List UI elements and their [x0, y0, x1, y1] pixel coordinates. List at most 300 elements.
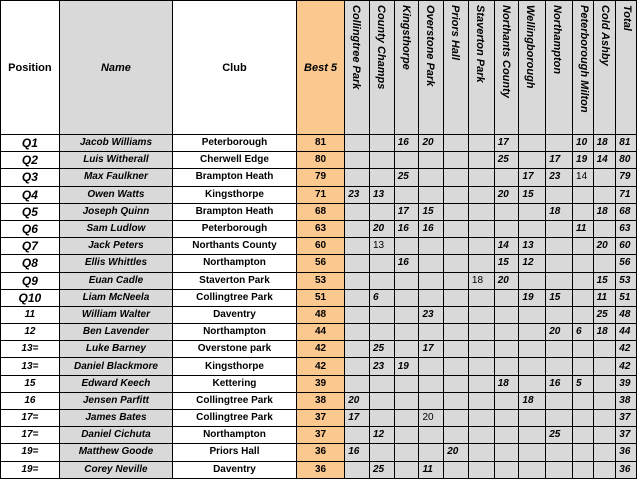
score-cell[interactable]	[345, 220, 370, 237]
name-cell[interactable]: Ellis Whittles	[59, 255, 172, 272]
header-venue[interactable]	[468, 1, 494, 135]
score-cell[interactable]	[546, 461, 573, 478]
name-cell[interactable]: Daniel Blackmore	[59, 358, 172, 375]
score-cell[interactable]	[444, 203, 469, 220]
total-cell[interactable]: 60	[616, 238, 637, 255]
score-cell[interactable]	[419, 169, 444, 186]
total-cell[interactable]: 56	[616, 255, 637, 272]
score-cell[interactable]	[573, 186, 594, 203]
name-cell[interactable]: Matthew Goode	[59, 444, 172, 461]
score-cell[interactable]	[546, 135, 573, 152]
position-cell[interactable]: Q7	[1, 238, 60, 255]
position-cell[interactable]: Q3	[1, 169, 60, 186]
position-cell[interactable]: 12	[1, 324, 60, 341]
score-cell[interactable]: 25	[546, 427, 573, 444]
score-cell[interactable]	[519, 306, 546, 323]
header-venue[interactable]	[593, 1, 616, 135]
score-cell[interactable]	[444, 427, 469, 444]
position-cell[interactable]: Q4	[1, 186, 60, 203]
score-cell[interactable]: 16	[394, 135, 419, 152]
total-cell[interactable]: 44	[616, 324, 637, 341]
name-cell[interactable]: Liam McNeela	[59, 289, 172, 306]
score-cell[interactable]	[468, 358, 494, 375]
score-cell[interactable]: 23	[369, 358, 394, 375]
score-cell[interactable]	[444, 238, 469, 255]
score-cell[interactable]: 20	[345, 392, 370, 409]
score-cell[interactable]	[419, 238, 444, 255]
best5-cell[interactable]: 51	[296, 289, 344, 306]
score-cell[interactable]: 17	[345, 410, 370, 427]
club-cell[interactable]: Peterborough	[173, 220, 297, 237]
score-cell[interactable]	[593, 461, 616, 478]
score-cell[interactable]	[519, 341, 546, 358]
score-cell[interactable]	[494, 444, 519, 461]
score-cell[interactable]	[546, 358, 573, 375]
score-cell[interactable]	[593, 444, 616, 461]
score-cell[interactable]	[573, 427, 594, 444]
score-cell[interactable]	[419, 152, 444, 169]
score-cell[interactable]	[369, 203, 394, 220]
score-cell[interactable]	[345, 203, 370, 220]
score-cell[interactable]: 20	[494, 186, 519, 203]
score-cell[interactable]	[394, 306, 419, 323]
score-cell[interactable]	[394, 238, 419, 255]
header-venue[interactable]	[573, 1, 594, 135]
total-cell[interactable]: 36	[616, 461, 637, 478]
score-cell[interactable]: 16	[394, 220, 419, 237]
score-cell[interactable]: 11	[593, 289, 616, 306]
best5-cell[interactable]: 71	[296, 186, 344, 203]
club-cell[interactable]: Northants County	[173, 238, 297, 255]
score-cell[interactable]	[444, 306, 469, 323]
score-cell[interactable]: 17	[419, 341, 444, 358]
score-cell[interactable]	[394, 427, 419, 444]
score-cell[interactable]	[444, 255, 469, 272]
name-cell[interactable]: Sam Ludlow	[59, 220, 172, 237]
name-cell[interactable]: James Bates	[59, 410, 172, 427]
header-name[interactable]	[59, 1, 172, 135]
score-cell[interactable]: 14	[494, 238, 519, 255]
total-cell[interactable]: 38	[616, 392, 637, 409]
score-cell[interactable]	[369, 375, 394, 392]
score-cell[interactable]: 11	[573, 220, 594, 237]
club-cell[interactable]: Kingsthorpe	[173, 358, 297, 375]
score-cell[interactable]	[444, 461, 469, 478]
score-cell[interactable]: 20	[419, 410, 444, 427]
score-cell[interactable]	[369, 306, 394, 323]
score-cell[interactable]: 11	[419, 461, 444, 478]
score-cell[interactable]: 15	[519, 186, 546, 203]
score-cell[interactable]	[468, 461, 494, 478]
score-cell[interactable]	[593, 358, 616, 375]
best5-cell[interactable]: 53	[296, 272, 344, 289]
position-cell[interactable]: Q2	[1, 152, 60, 169]
score-cell[interactable]	[345, 152, 370, 169]
score-cell[interactable]: 25	[369, 341, 394, 358]
score-cell[interactable]: 20	[593, 238, 616, 255]
position-cell[interactable]: 16	[1, 392, 60, 409]
score-cell[interactable]: 14	[593, 152, 616, 169]
score-cell[interactable]	[345, 427, 370, 444]
score-cell[interactable]: 18	[494, 375, 519, 392]
score-cell[interactable]	[546, 238, 573, 255]
score-cell[interactable]	[519, 375, 546, 392]
position-cell[interactable]: 13=	[1, 341, 60, 358]
score-cell[interactable]	[519, 461, 546, 478]
score-cell[interactable]: 13	[519, 238, 546, 255]
score-cell[interactable]	[444, 392, 469, 409]
score-cell[interactable]	[468, 392, 494, 409]
score-cell[interactable]	[369, 135, 394, 152]
score-cell[interactable]	[468, 289, 494, 306]
club-cell[interactable]: Brampton Heath	[173, 169, 297, 186]
score-cell[interactable]	[369, 444, 394, 461]
score-cell[interactable]: 16	[345, 444, 370, 461]
club-cell[interactable]: Staverton Park	[173, 272, 297, 289]
best5-cell[interactable]: 79	[296, 169, 344, 186]
score-cell[interactable]: 17	[494, 135, 519, 152]
score-cell[interactable]	[593, 255, 616, 272]
position-cell[interactable]: Q8	[1, 255, 60, 272]
best5-cell[interactable]: 80	[296, 152, 344, 169]
score-cell[interactable]: 25	[494, 152, 519, 169]
score-cell[interactable]	[519, 135, 546, 152]
score-cell[interactable]	[468, 427, 494, 444]
position-cell[interactable]: 13=	[1, 358, 60, 375]
score-cell[interactable]: 25	[369, 461, 394, 478]
header-venue[interactable]	[444, 1, 469, 135]
score-cell[interactable]	[519, 444, 546, 461]
score-cell[interactable]	[494, 392, 519, 409]
score-cell[interactable]	[369, 392, 394, 409]
score-cell[interactable]	[468, 186, 494, 203]
score-cell[interactable]	[394, 444, 419, 461]
best5-cell[interactable]: 56	[296, 255, 344, 272]
total-cell[interactable]: 37	[616, 427, 637, 444]
best5-cell[interactable]: 81	[296, 135, 344, 152]
score-cell[interactable]: 20	[369, 220, 394, 237]
total-cell[interactable]: 80	[616, 152, 637, 169]
best5-cell[interactable]: 44	[296, 324, 344, 341]
header-venue[interactable]	[419, 1, 444, 135]
score-cell[interactable]	[593, 410, 616, 427]
club-cell[interactable]: Brampton Heath	[173, 203, 297, 220]
header-club[interactable]: Club	[173, 1, 297, 135]
score-cell[interactable]: 20	[494, 272, 519, 289]
best5-cell[interactable]: 38	[296, 392, 344, 409]
name-cell[interactable]: Jensen Parfitt	[59, 392, 172, 409]
score-cell[interactable]	[444, 135, 469, 152]
score-cell[interactable]: 6	[369, 289, 394, 306]
score-cell[interactable]	[369, 324, 394, 341]
score-cell[interactable]: 18	[468, 272, 494, 289]
score-cell[interactable]	[573, 306, 594, 323]
score-cell[interactable]: 15	[494, 255, 519, 272]
total-cell[interactable]: 63	[616, 220, 637, 237]
club-cell[interactable]: Cherwell Edge	[173, 152, 297, 169]
score-cell[interactable]	[394, 272, 419, 289]
name-cell[interactable]: Edward Keech	[59, 375, 172, 392]
header-venue[interactable]	[345, 1, 370, 135]
score-cell[interactable]	[573, 238, 594, 255]
club-cell[interactable]: Collingtree Park	[173, 410, 297, 427]
score-cell[interactable]	[519, 358, 546, 375]
club-cell[interactable]: Kingsthorpe	[173, 186, 297, 203]
position-cell[interactable]: 15	[1, 375, 60, 392]
score-cell[interactable]: 17	[546, 152, 573, 169]
score-cell[interactable]	[546, 444, 573, 461]
score-cell[interactable]	[419, 358, 444, 375]
header-venue[interactable]	[394, 1, 419, 135]
score-cell[interactable]	[494, 324, 519, 341]
position-cell[interactable]: Q1	[1, 135, 60, 152]
position-cell[interactable]: Q9	[1, 272, 60, 289]
club-cell[interactable]: Collingtree Park	[173, 392, 297, 409]
best5-cell[interactable]: 63	[296, 220, 344, 237]
score-cell[interactable]	[419, 444, 444, 461]
score-cell[interactable]: 13	[369, 238, 394, 255]
score-cell[interactable]	[468, 444, 494, 461]
score-cell[interactable]	[573, 255, 594, 272]
score-cell[interactable]	[573, 272, 594, 289]
score-cell[interactable]	[573, 410, 594, 427]
score-cell[interactable]	[345, 324, 370, 341]
score-cell[interactable]	[444, 410, 469, 427]
score-cell[interactable]	[444, 358, 469, 375]
score-cell[interactable]: 16	[394, 255, 419, 272]
score-cell[interactable]	[546, 220, 573, 237]
score-cell[interactable]	[494, 220, 519, 237]
score-cell[interactable]	[593, 186, 616, 203]
score-cell[interactable]: 16	[419, 220, 444, 237]
score-cell[interactable]: 17	[519, 169, 546, 186]
score-cell[interactable]	[494, 169, 519, 186]
score-cell[interactable]	[444, 272, 469, 289]
score-cell[interactable]: 25	[593, 306, 616, 323]
score-cell[interactable]	[394, 410, 419, 427]
score-cell[interactable]: 16	[546, 375, 573, 392]
score-cell[interactable]	[345, 341, 370, 358]
score-cell[interactable]: 12	[369, 427, 394, 444]
score-cell[interactable]	[468, 375, 494, 392]
score-cell[interactable]: 15	[593, 272, 616, 289]
score-cell[interactable]	[573, 341, 594, 358]
name-cell[interactable]: William Walter	[59, 306, 172, 323]
score-cell[interactable]	[573, 444, 594, 461]
total-cell[interactable]: 68	[616, 203, 637, 220]
score-cell[interactable]	[345, 461, 370, 478]
score-cell[interactable]: 20	[419, 135, 444, 152]
score-cell[interactable]	[394, 392, 419, 409]
score-cell[interactable]	[546, 392, 573, 409]
position-cell[interactable]: Q5	[1, 203, 60, 220]
name-cell[interactable]: Corey Neville	[59, 461, 172, 478]
score-cell[interactable]	[444, 169, 469, 186]
name-cell[interactable]: Joseph Quinn	[59, 203, 172, 220]
best5-cell[interactable]: 37	[296, 427, 344, 444]
score-cell[interactable]	[468, 152, 494, 169]
score-cell[interactable]	[345, 238, 370, 255]
name-cell[interactable]: Daniel Cichuta	[59, 427, 172, 444]
header-position[interactable]: Position	[1, 1, 60, 135]
score-cell[interactable]: 5	[573, 375, 594, 392]
score-cell[interactable]: 19	[394, 358, 419, 375]
total-cell[interactable]: 53	[616, 272, 637, 289]
score-cell[interactable]	[546, 186, 573, 203]
total-cell[interactable]: 71	[616, 186, 637, 203]
club-cell[interactable]: Priors Hall	[173, 444, 297, 461]
score-cell[interactable]: 10	[573, 135, 594, 152]
club-cell[interactable]: Northampton	[173, 427, 297, 444]
club-cell[interactable]: Kettering	[173, 375, 297, 392]
score-cell[interactable]	[546, 410, 573, 427]
score-cell[interactable]	[494, 410, 519, 427]
score-cell[interactable]	[494, 306, 519, 323]
score-cell[interactable]: 12	[519, 255, 546, 272]
score-cell[interactable]	[468, 169, 494, 186]
score-cell[interactable]	[546, 341, 573, 358]
total-cell[interactable]: 42	[616, 358, 637, 375]
score-cell[interactable]	[345, 289, 370, 306]
score-cell[interactable]: 19	[519, 289, 546, 306]
score-cell[interactable]	[419, 272, 444, 289]
score-cell[interactable]: 19	[573, 152, 594, 169]
score-cell[interactable]: 20	[444, 444, 469, 461]
score-cell[interactable]	[573, 392, 594, 409]
score-cell[interactable]	[494, 461, 519, 478]
score-cell[interactable]: 25	[394, 169, 419, 186]
club-cell[interactable]: Collingtree Park	[173, 289, 297, 306]
score-cell[interactable]	[444, 324, 469, 341]
score-cell[interactable]	[419, 289, 444, 306]
score-cell[interactable]	[419, 392, 444, 409]
score-cell[interactable]: 17	[394, 203, 419, 220]
score-cell[interactable]	[419, 324, 444, 341]
score-cell[interactable]	[519, 324, 546, 341]
score-cell[interactable]	[573, 203, 594, 220]
total-cell[interactable]: 42	[616, 341, 637, 358]
score-cell[interactable]	[573, 358, 594, 375]
best5-cell[interactable]: 42	[296, 341, 344, 358]
header-venue[interactable]	[546, 1, 573, 135]
score-cell[interactable]	[369, 272, 394, 289]
score-cell[interactable]	[444, 220, 469, 237]
score-cell[interactable]	[444, 375, 469, 392]
name-cell[interactable]: Euan Cadle	[59, 272, 172, 289]
name-cell[interactable]: Max Faulkner	[59, 169, 172, 186]
score-cell[interactable]	[394, 461, 419, 478]
score-cell[interactable]	[345, 375, 370, 392]
score-cell[interactable]	[593, 169, 616, 186]
name-cell[interactable]: Jacob Williams	[59, 135, 172, 152]
score-cell[interactable]	[468, 135, 494, 152]
position-cell[interactable]: 17=	[1, 427, 60, 444]
score-cell[interactable]	[444, 341, 469, 358]
header-venue[interactable]	[494, 1, 519, 135]
score-cell[interactable]: 18	[519, 392, 546, 409]
score-cell[interactable]	[593, 375, 616, 392]
score-cell[interactable]	[419, 255, 444, 272]
score-cell[interactable]	[546, 306, 573, 323]
score-cell[interactable]: 15	[419, 203, 444, 220]
best5-cell[interactable]: 39	[296, 375, 344, 392]
score-cell[interactable]: 23	[546, 169, 573, 186]
score-cell[interactable]	[345, 169, 370, 186]
score-cell[interactable]	[444, 186, 469, 203]
score-cell[interactable]	[419, 186, 444, 203]
score-cell[interactable]	[419, 427, 444, 444]
header-total[interactable]	[616, 1, 637, 135]
score-cell[interactable]	[494, 358, 519, 375]
header-venue[interactable]	[519, 1, 546, 135]
header-best5[interactable]	[296, 1, 344, 135]
total-cell[interactable]: 37	[616, 410, 637, 427]
name-cell[interactable]: Ben Lavender	[59, 324, 172, 341]
score-cell[interactable]	[468, 410, 494, 427]
position-cell[interactable]: Q10	[1, 289, 60, 306]
score-cell[interactable]	[419, 375, 444, 392]
score-cell[interactable]	[494, 203, 519, 220]
name-cell[interactable]: Owen Watts	[59, 186, 172, 203]
score-cell[interactable]	[394, 186, 419, 203]
name-cell[interactable]: Jack Peters	[59, 238, 172, 255]
best5-cell[interactable]: 48	[296, 306, 344, 323]
total-cell[interactable]: 81	[616, 135, 637, 152]
score-cell[interactable]	[394, 375, 419, 392]
best5-cell[interactable]: 60	[296, 238, 344, 255]
header-venue[interactable]	[369, 1, 394, 135]
score-cell[interactable]	[593, 427, 616, 444]
name-cell[interactable]: Luis Witherall	[59, 152, 172, 169]
score-cell[interactable]	[519, 152, 546, 169]
score-cell[interactable]	[444, 289, 469, 306]
score-cell[interactable]	[394, 152, 419, 169]
score-cell[interactable]	[494, 341, 519, 358]
total-cell[interactable]: 51	[616, 289, 637, 306]
score-cell[interactable]: 20	[546, 324, 573, 341]
total-cell[interactable]: 48	[616, 306, 637, 323]
total-cell[interactable]: 36	[616, 444, 637, 461]
club-cell[interactable]: Peterborough	[173, 135, 297, 152]
position-cell[interactable]: 19=	[1, 461, 60, 478]
score-cell[interactable]	[394, 341, 419, 358]
score-cell[interactable]: 23	[419, 306, 444, 323]
score-cell[interactable]	[519, 410, 546, 427]
score-cell[interactable]	[593, 220, 616, 237]
score-cell[interactable]	[468, 255, 494, 272]
score-cell[interactable]: 6	[573, 324, 594, 341]
club-cell[interactable]: Overstone park	[173, 341, 297, 358]
score-cell[interactable]: 15	[546, 289, 573, 306]
score-cell[interactable]	[468, 220, 494, 237]
score-cell[interactable]	[519, 272, 546, 289]
score-cell[interactable]: 18	[593, 135, 616, 152]
position-cell[interactable]: 17=	[1, 410, 60, 427]
score-cell[interactable]	[369, 152, 394, 169]
score-cell[interactable]	[593, 341, 616, 358]
best5-cell[interactable]: 42	[296, 358, 344, 375]
total-cell[interactable]: 79	[616, 169, 637, 186]
best5-cell[interactable]: 68	[296, 203, 344, 220]
score-cell[interactable]	[519, 427, 546, 444]
score-cell[interactable]: 18	[593, 203, 616, 220]
score-cell[interactable]	[345, 272, 370, 289]
club-cell[interactable]: Daventry	[173, 461, 297, 478]
club-cell[interactable]: Daventry	[173, 306, 297, 323]
score-cell[interactable]: 14	[573, 169, 594, 186]
best5-cell[interactable]: 37	[296, 410, 344, 427]
score-cell[interactable]: 23	[345, 186, 370, 203]
